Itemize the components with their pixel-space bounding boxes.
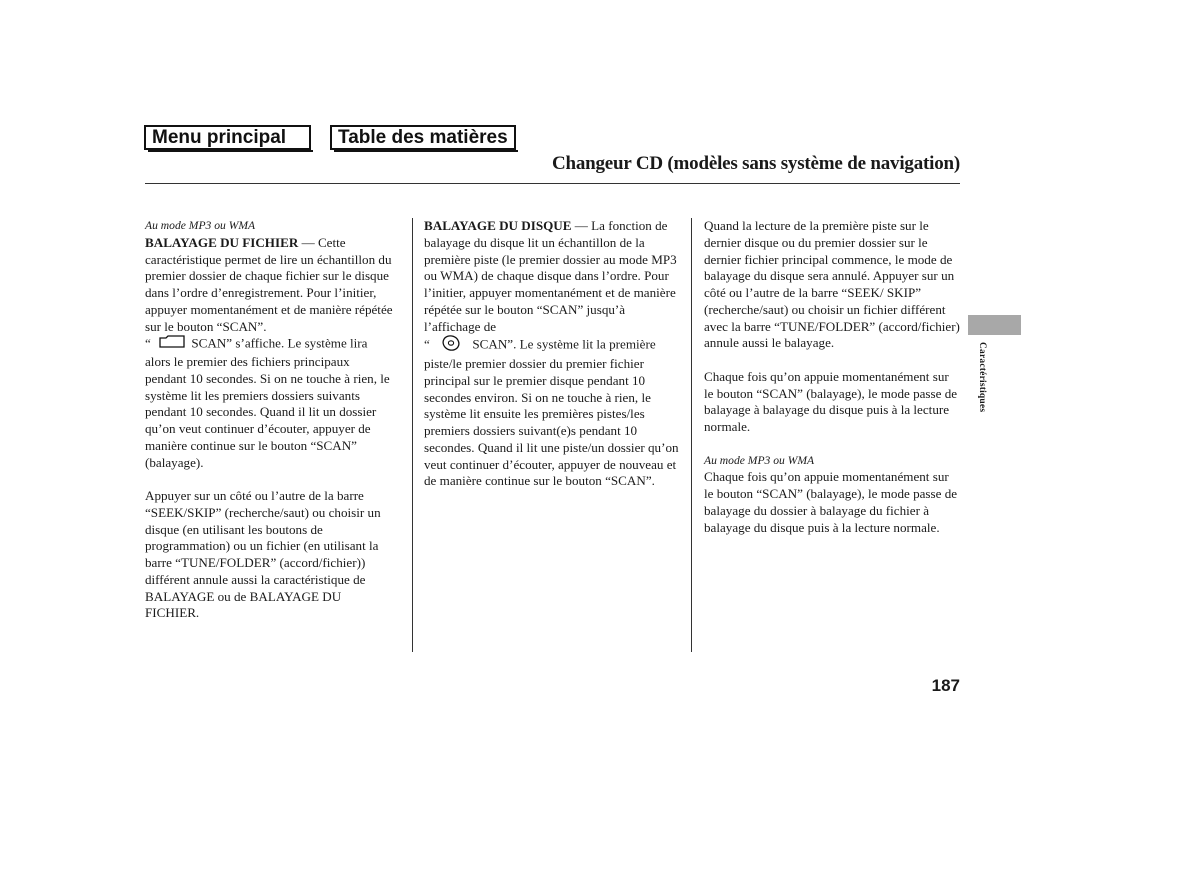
paragraph-cancel: Appuyer sur un côté ou l’autre de la barre “SEEK/SKIP” (recherche/saut) ou choisir un disque (en utilisant les boutons de programmation) ou un fichier (en utilisant la barre “TUNE/FOLDER” (accord/fichier)) différent annule aussi la caractéristique de BALAYAGE ou de BALAYAGE DU FICHIER.	[145, 488, 381, 621]
column-divider	[691, 218, 692, 652]
main-menu-button[interactable]: Menu principal	[144, 125, 311, 150]
page-title: Changeur CD (modèles sans système de navigation)	[551, 153, 960, 174]
disc-scan-icon	[433, 335, 469, 356]
paragraph-disc-cancel: Quand la lecture de la première piste sur le dernier disque ou du premier dossier sur le dernier fichier principal commence, le mode de balayage du disque sera annulé. Appuyer sur un côté ou l’autre de la barre “SEEK/ SKIP” (recherche/saut) ou choisir un fichier différent avec la barre “TUNE/FOLDER” (accord/fichier) annule aussi le balayage.	[704, 218, 960, 351]
section-label: Caractéristiques	[977, 342, 987, 413]
section-tab	[968, 315, 1021, 335]
column-2	[424, 218, 682, 490]
paragraph-file-scan	[145, 235, 393, 472]
folder-scan-icon	[154, 335, 188, 354]
table-of-contents-button[interactable]: Table des matières	[330, 125, 516, 150]
dash: —	[298, 234, 318, 250]
paragraph-disc-scan	[424, 218, 682, 490]
paragraph-text: Cette caractéristique permet de lire un échantillon du premier dossier de chaque fichier sur le disque dans l’ordre d’enregistrement. Pour l’initier, appuyer momentanément et de manière répétée sur le bouton “SCAN”.	[145, 234, 393, 334]
column-3	[704, 218, 960, 536]
paragraph-text: La fonction de balayage du disque lit un échantillon de la première piste (le premier dossier au mode MP3 ou WMA) de chaque disque dans l’ordre. Pour l’initier, appuyer momentanément et de manière répétée sur le bouton “SCAN” jusqu’à l’affichage de	[424, 218, 677, 334]
dash: —	[571, 218, 592, 233]
paragraph-mp3-mode-cycle: Chaque fois qu’on appuie momentanément sur le bouton “SCAN” (balayage), le mode passe de balayage du dossier à balayage du fichier à balayage du disque puis à la lecture normale.	[704, 469, 958, 535]
mode-label: Au mode MP3 ou WMA	[145, 219, 256, 232]
paragraph-text: SCAN”. Le système lit la première piste/le premier dossier du premier fichier principal sur le premier disque pendant 10 secondes environ. Si on ne touche à rien, le système lit ensuite les premières pistes/les premiers dossiers suivant(e)s pendant 10 secondes. Quand il lit une piste/un dossier qu’on veut continuer d’écouter, appuyer de nouveau et de manière continue sur le bouton “SCAN”.	[424, 336, 679, 489]
section-heading: BALAYAGE DU FICHIER	[145, 234, 299, 250]
paragraph-text: SCAN” s’affiche. Le système lira alors le premier des fichiers principaux pendant 10 secondes. Si on ne touche à rien, le système lit les premiers dossiers suivants pendant 10 secondes. Quand il lit un dossier qu’on veut continuer d’écouter, appuyer de manière continue sur le bouton “SCAN” (balayage).	[145, 335, 390, 470]
paragraph-mode-cycle: Chaque fois qu’on appuie momentanément sur le bouton “SCAN” (balayage), le mode passe de balayage à balayage du disque puis à la lecture normale.	[704, 368, 958, 434]
header-rule	[145, 183, 960, 184]
page-number: 187	[931, 676, 960, 695]
open-quote: “	[424, 336, 430, 352]
open-quote: “	[145, 335, 151, 351]
column-divider	[412, 218, 413, 652]
mode-label: Au mode MP3 ou WMA	[704, 453, 815, 467]
column-1	[145, 218, 393, 622]
section-heading: BALAYAGE DU DISQUE	[424, 218, 572, 233]
